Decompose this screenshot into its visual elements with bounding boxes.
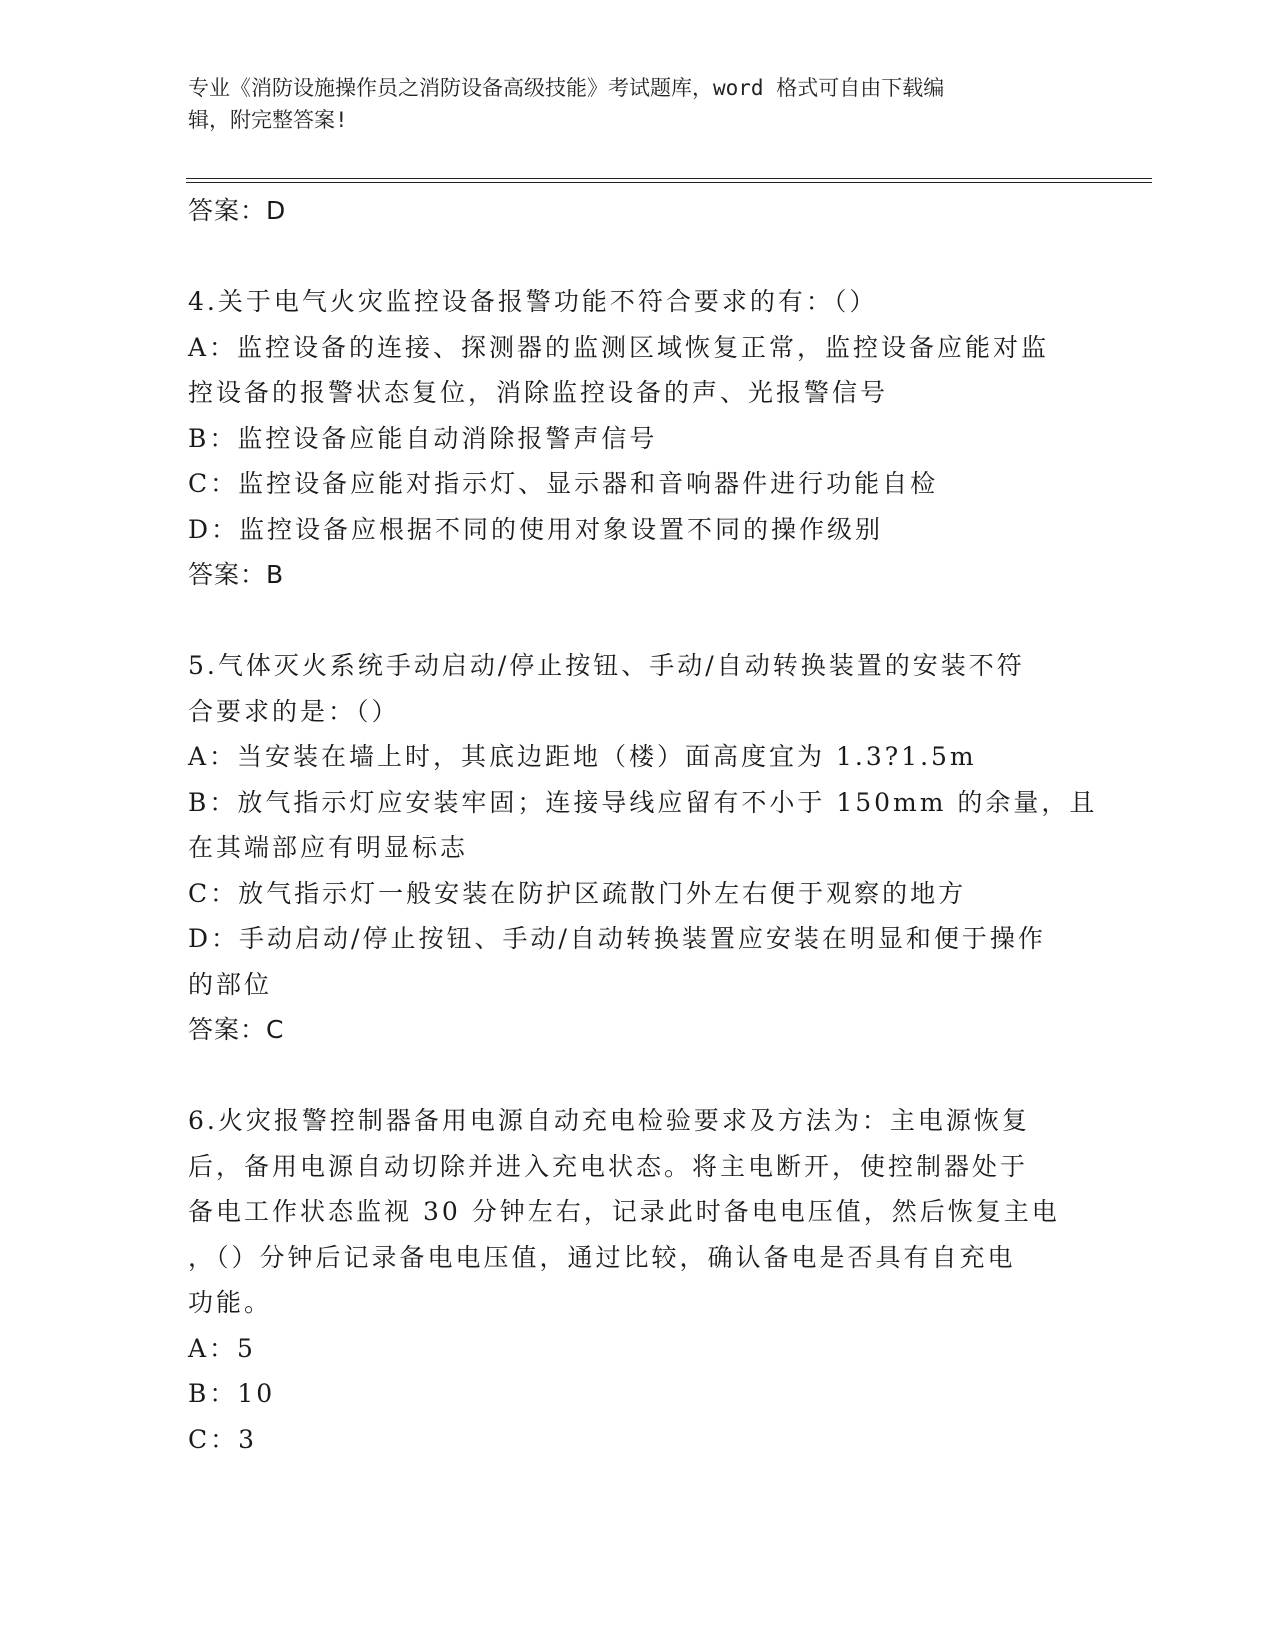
answer-previous: 答案：D <box>188 196 287 225</box>
question-6-stem-cont-2: 备电工作状态监视 30 分钟左右，记录此时备电电压值，然后恢复主电 <box>188 1197 1060 1226</box>
header-rule-thick <box>186 178 1152 179</box>
question-5-stem-cont: 合要求的是：（） <box>188 696 400 726</box>
header-line-1: 专业《消防设施操作员之消防设备高级技能》考试题库，word 格式可自由下载编 <box>188 76 945 100</box>
question-5-option-c: C：放气指示灯一般安装在防护区疏散门外左右便于观察的地方 <box>188 878 967 908</box>
question-6-stem-cont-1: 后，备用电源自动切除并进入充电状态。将主电断开，使控制器处于 <box>188 1151 1029 1181</box>
page-header <box>188 72 1068 136</box>
question-5-option-d-cont: 的部位 <box>188 969 273 999</box>
question-4-option-d: D：监控设备应根据不同的使用对象设置不同的操作级别 <box>188 514 884 544</box>
question-6 <box>188 1098 1088 1462</box>
question-4-answer: 答案：B <box>188 560 285 589</box>
question-5-answer: 答案：C <box>188 1015 285 1044</box>
question-4-option-b: B：监控设备应能自动消除报警声信号 <box>188 423 658 453</box>
question-4-option-a-cont: 控设备的报警状态复位，消除监控设备的声、光报警信号 <box>188 378 889 407</box>
question-5-option-d: D：手动启动/停止按钮、手动/自动转换装置应安装在明显和便于操作 <box>188 924 1046 953</box>
question-4-option-a: A：监控设备的连接、探测器的监测区域恢复正常，监控设备应能对监 <box>188 332 1050 362</box>
header-rule-thin <box>186 182 1152 183</box>
spacer <box>188 598 1088 644</box>
question-5-option-b-cont: 在其端部应有明显标志 <box>188 833 469 862</box>
spacer <box>188 234 1088 280</box>
question-6-stem-cont-4: 功能。 <box>188 1288 273 1317</box>
question-5-option-b: B：放气指示灯应安装牢固；连接导线应留有不小于 150mm 的余量，且 <box>188 787 1098 817</box>
question-6-option-b: B：10 <box>188 1379 276 1408</box>
question-4-stem: 4.关于电气火灾监控设备报警功能不符合要求的有：（） <box>188 287 878 316</box>
header-line-2: 辑，附完整答案! <box>188 108 348 132</box>
question-6-stem-cont-3: ，（）分钟后记录备电电压值，通过比较，确认备电是否具有自充电 <box>188 1242 1016 1272</box>
question-4 <box>188 279 1088 598</box>
question-5-option-a: A：当安装在墙上时，其底边距地（楼）面高度宜为 1.3?1.5m <box>188 742 977 771</box>
question-6-option-a: A：5 <box>188 1333 256 1363</box>
spacer <box>188 1053 1088 1099</box>
question-5-stem: 5.气体灭火系统手动启动/停止按钮、手动/自动转换装置的安装不符 <box>188 651 1025 680</box>
question-6-option-c: C：3 <box>188 1424 258 1454</box>
question-content <box>188 188 1098 1462</box>
question-4-option-c: C：监控设备应能对指示灯、显示器和音响器件进行功能自检 <box>188 469 939 498</box>
question-5 <box>188 643 1098 1053</box>
question-6-stem: 6.火灾报警控制器备用电源自动充电检验要求及方法为：主电源恢复 <box>188 1106 1030 1135</box>
